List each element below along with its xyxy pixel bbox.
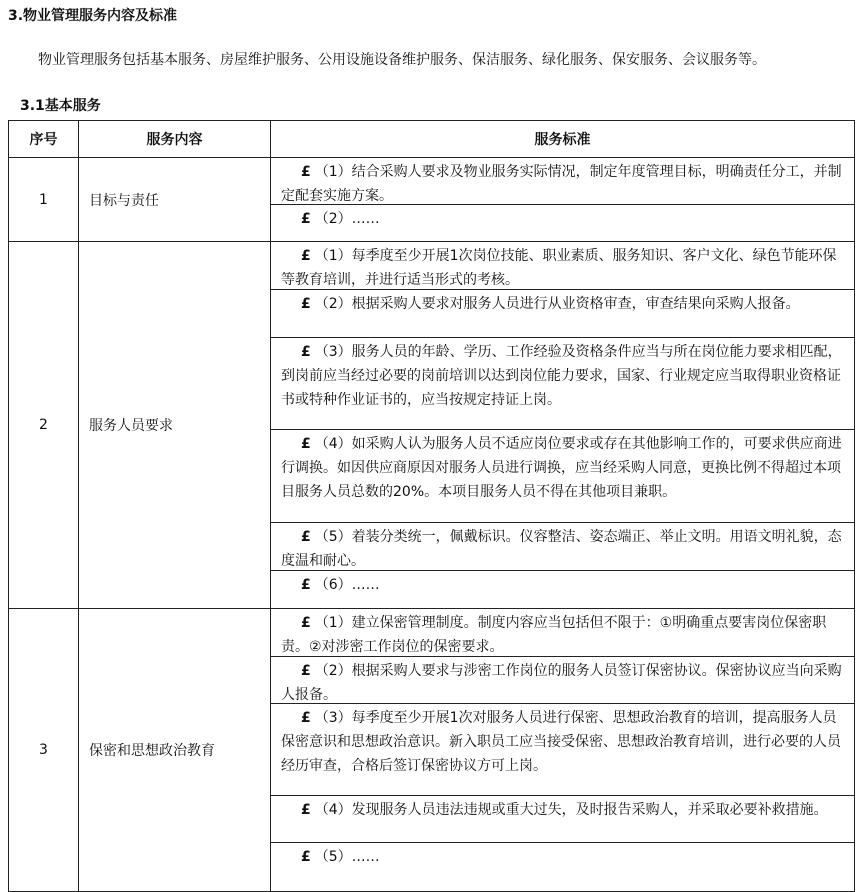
standard-text: （1）建立保密管理制度。制度内容应当包括但不限于：①明确重点要害岗位保密职责。②对涉密工作岗位的保密要求。: [281, 615, 827, 655]
service-standards-table: [8, 120, 855, 892]
standard-text: （4）发现服务人员违法违规或重大过失，及时报告采购人，并采取必要补救措施。: [314, 802, 828, 818]
checkbox-symbol: £: [301, 802, 311, 818]
checkbox-symbol: £: [301, 436, 311, 452]
row-content: 目标与责任: [79, 158, 271, 242]
checkbox-symbol: £: [301, 211, 311, 227]
checkbox-symbol: £: [301, 164, 311, 180]
standard-item: [271, 657, 854, 704]
standard-text: （3）服务人员的年龄、学历、工作经验及资格条件应当与所在岗位能力要求相匹配，到岗前应当经过必要的岗前培训以达到岗位能力要求，国家、行业规定应当取得职业资格证书或特种作业证书的，应当按规定持证上岗。: [281, 344, 842, 408]
table-row: [9, 242, 855, 609]
checkbox-symbol: £: [301, 663, 311, 679]
table-row: [9, 609, 855, 892]
checkbox-symbol: £: [301, 344, 311, 360]
header-standard: 服务标准: [271, 121, 855, 158]
standard-item: [271, 158, 854, 205]
standard-text: （2）根据采购人要求与涉密工作岗位的服务人员签订保密协议。保密协议应当向采购人报备。: [281, 663, 842, 703]
row-standards: [271, 609, 855, 892]
standard-item: [271, 609, 854, 657]
header-num: 序号: [9, 121, 79, 158]
standard-item: [271, 430, 854, 523]
checkbox-symbol: £: [301, 710, 311, 726]
standard-text: （5）着装分类统一，佩戴标识。仪容整洁、姿态端正、举止文明。用语文明礼貌，态度温和耐心。: [281, 529, 842, 569]
standard-item: [271, 843, 854, 891]
standard-text: （4）如采购人认为服务人员不适应岗位要求或存在其他影响工作的，可要求供应商进行调换。如因供应商原因对服务人员进行调换，应当经采购人同意，更换比例不得超过本项目服务人员总数的20%。本项目服务人员不得在其他项目兼职。: [281, 436, 842, 500]
standard-text: （1）每季度至少开展1次岗位技能、职业素质、服务知识、客户文化、绿色节能环保等教育培训，并进行适当形式的考核。: [281, 248, 837, 288]
row-content: 服务人员要求: [79, 242, 271, 609]
standard-item: [271, 571, 854, 608]
intro-paragraph: 物业管理服务包括基本服务、房屋维护服务、公用设施设备维护服务、保洁服务、绿化服务、保安服务、会议服务等。: [38, 52, 766, 68]
checkbox-symbol: £: [301, 577, 311, 593]
standard-item: [271, 338, 854, 430]
standard-item: [271, 796, 854, 843]
checkbox-symbol: £: [301, 849, 311, 865]
row-standards: [271, 242, 855, 609]
standard-text: （2）根据采购人要求对服务人员进行从业资格审查，审查结果向采购人报备。: [314, 296, 800, 312]
row-number: 3: [9, 609, 79, 892]
standard-item: [271, 704, 854, 796]
standard-item: [271, 242, 854, 290]
standard-item: [271, 523, 854, 571]
header-content: 服务内容: [79, 121, 271, 158]
subsection-heading: 3.1基本服务: [20, 98, 101, 114]
checkbox-symbol: £: [301, 248, 311, 264]
table-row: [9, 158, 855, 242]
row-content: 保密和思想政治教育: [79, 609, 271, 892]
checkbox-symbol: £: [301, 529, 311, 545]
standard-item: [271, 290, 854, 338]
standard-text: （6）……: [314, 577, 380, 593]
standard-text: （1）结合采购人要求及物业服务实际情况，制定年度管理目标，明确责任分工，并制定配套实施方案。: [281, 164, 842, 204]
standard-text: （3）每季度至少开展1次对服务人员进行保密、思想政治教育的培训，提高服务人员保密意识和思想政治意识。新入职员工应当接受保密、思想政治教育培训，进行必要的人员经历审查，合格后签订保密协议方可上岗。: [281, 710, 841, 774]
standard-item: [271, 205, 854, 241]
row-number: 2: [9, 242, 79, 609]
table-header-row: [9, 121, 855, 158]
row-standards: [271, 158, 855, 242]
standard-text: （2）……: [314, 211, 380, 227]
row-number: 1: [9, 158, 79, 242]
standard-text: （5）……: [314, 849, 380, 865]
checkbox-symbol: £: [301, 296, 311, 312]
checkbox-symbol: £: [301, 615, 311, 631]
section-heading: 3.物业管理服务内容及标准: [8, 8, 178, 24]
